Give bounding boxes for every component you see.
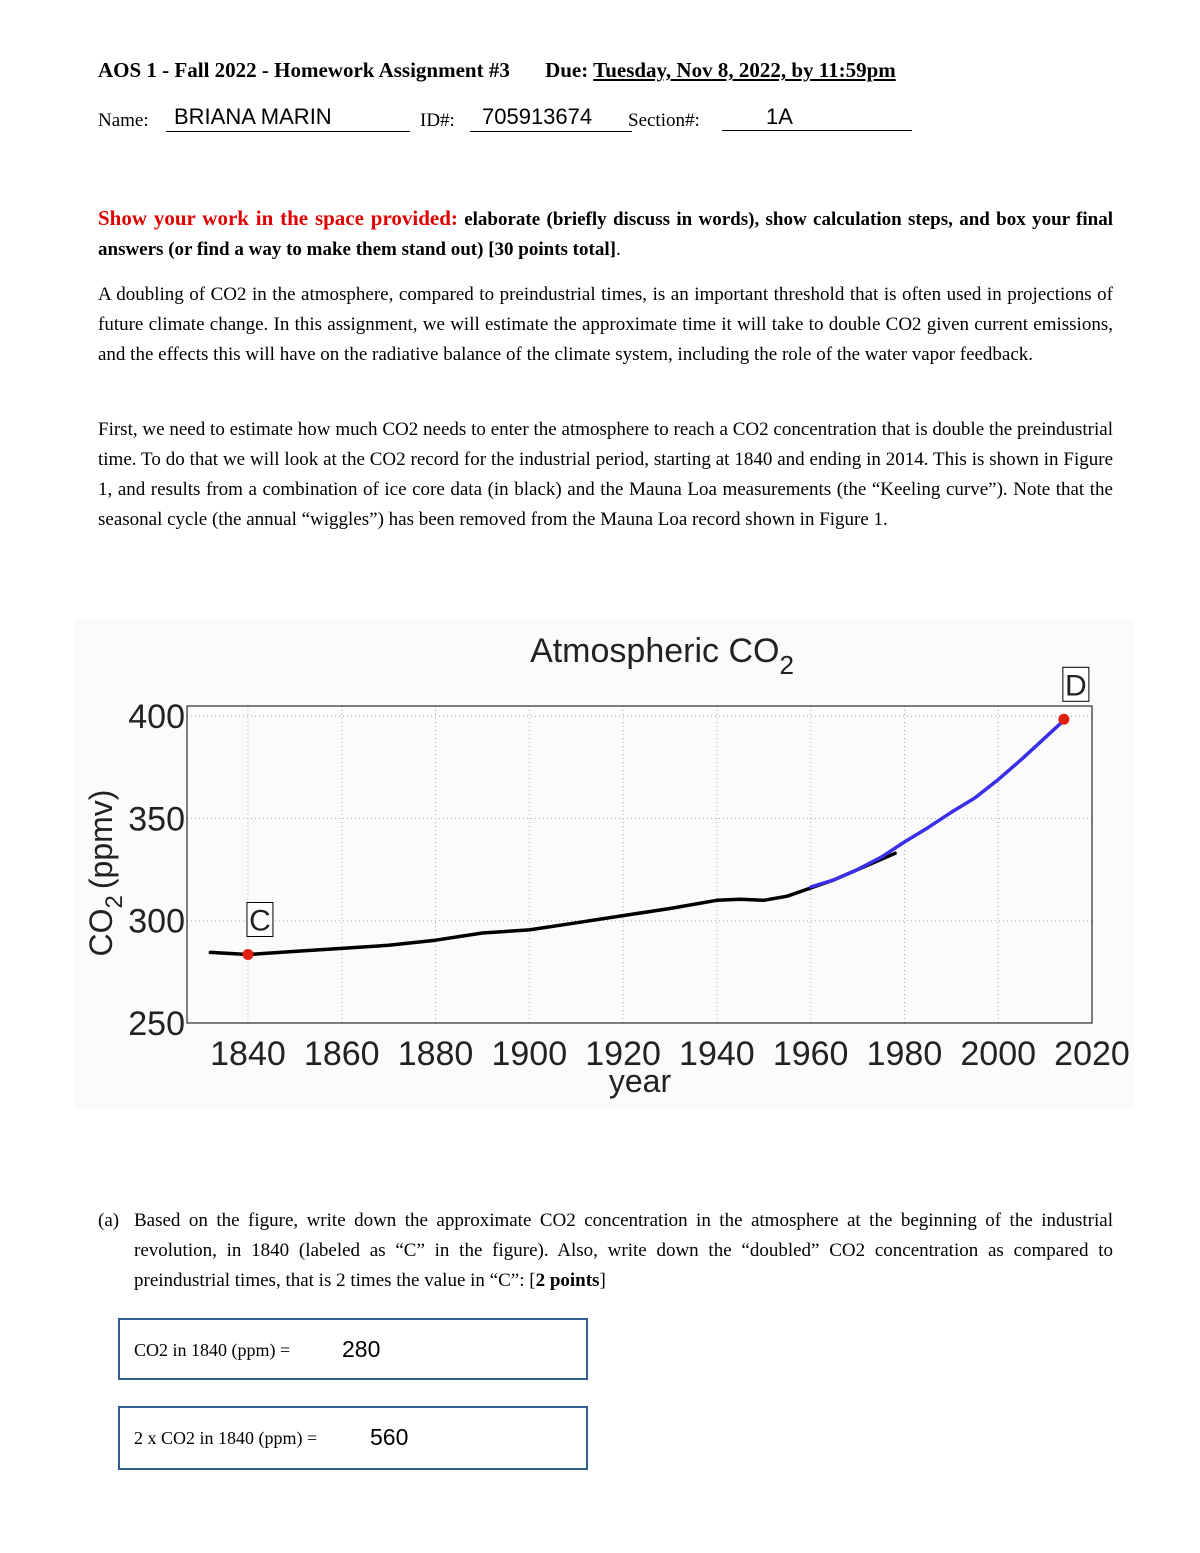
name-field[interactable]: BRIANA MARIN	[166, 104, 410, 132]
due-label: Due:	[545, 58, 589, 82]
x-tick-label: 1900	[491, 1035, 568, 1073]
assignment-header	[98, 58, 896, 83]
y-tick-label: 300	[128, 902, 185, 941]
y-tick-label: 400	[128, 698, 185, 737]
paragraph-intro: A doubling of CO2 in the atmosphere, compared to preindustrial times, is an important threshold that is often used in projections of future climate change. In this assignment, we will estimate the approximate time it will take to double CO2 given current emissions, and the effects this will have on the radiative balance of the climate system, including the role of the water vapor feedback.	[98, 284, 1113, 365]
instructions-emphasis: Show your work in the space provided:	[98, 206, 458, 230]
section-label: Section#:	[628, 110, 700, 131]
x-tick-label: 1980	[866, 1035, 943, 1073]
x-tick-label: 1880	[397, 1035, 474, 1073]
x-tick-label: 2020	[1054, 1035, 1130, 1073]
answer-value[interactable]: 560	[370, 1424, 409, 1450]
answer-box-co2-1840[interactable]	[118, 1318, 588, 1380]
due-date: Tuesday, Nov 8, 2022, by 11:59pm	[593, 58, 896, 82]
answer-box-doubled-co2[interactable]	[118, 1406, 588, 1470]
y-axis-label: $CO_2(ppmv)$	[83, 789, 128, 957]
question-a-close: ]	[599, 1270, 606, 1291]
student-info-row	[98, 104, 918, 136]
name-label: Name:	[98, 110, 149, 131]
x-tick-label: 2000	[960, 1035, 1037, 1073]
y-tick-label: 350	[128, 800, 185, 839]
chart-title: Atmospheric $CO_2$	[530, 632, 794, 680]
point-marker-c	[242, 949, 253, 960]
x-axis-label: year	[608, 1063, 672, 1099]
paragraph-figure-description: First, we need to estimate how much CO2 needs to enter the atmosphere to reach a CO2 concentration that is double the preindustrial time. To do that we will look at the CO2 record for the industrial period, starting at 1840 and ending in 2014. This is shown in Figure 1, and results from a combination of ice core data (in black) and the Mauna Loa measurements (the “Keeling curve”). Note that the seasonal cycle (the annual “wiggles”) has been removed from the Mauna Loa record shown in Figure 1.	[98, 419, 1113, 530]
point-label-d: D	[1065, 669, 1087, 703]
question-a-points: 2 points	[535, 1270, 600, 1291]
point-marker-d	[1058, 714, 1069, 725]
question-a-number: (a)	[98, 1210, 120, 1231]
id-field[interactable]: 705913674	[470, 104, 632, 132]
section-field[interactable]: 1A	[722, 104, 912, 131]
x-tick-label: 1920	[585, 1035, 661, 1073]
instructions-end: .	[615, 239, 621, 260]
x-tick-label: 1840	[210, 1035, 286, 1073]
answer-value[interactable]: 280	[342, 1336, 381, 1362]
question-a-text: Based on the figure, write down the approximate CO2 concentration in the atmosphere at the beginning of the industrial revolution, in 1840 (labeled as “C” in the figure). Also, write down the “doubled” CO2 concentration as compared to preindustrial times, that is 2 times the value in “C”: [	[134, 1210, 1113, 1291]
instructions-text: elaborate (briefly discuss in words), show calculation steps, and box your final answers (or find a way to make them stand out) [30 points total]	[98, 209, 1113, 260]
co2-chart	[74, 618, 1134, 1110]
x-tick-label: 1960	[772, 1035, 849, 1073]
point-label-c: C	[249, 904, 271, 938]
instructions	[98, 203, 1113, 265]
answer-label: 2 x CO2 in 1840 (ppm) =	[134, 1428, 318, 1448]
y-tick-label: 250	[128, 1005, 185, 1043]
answer-label: CO2 in 1840 (ppm) =	[134, 1340, 291, 1360]
x-tick-label: 1940	[679, 1035, 755, 1073]
course-title: AOS 1 - Fall 2022 - Homework Assignment #3	[98, 58, 510, 82]
id-label: ID#:	[420, 110, 455, 131]
question-a	[98, 1206, 1113, 1296]
x-tick-label: 1860	[303, 1035, 380, 1073]
